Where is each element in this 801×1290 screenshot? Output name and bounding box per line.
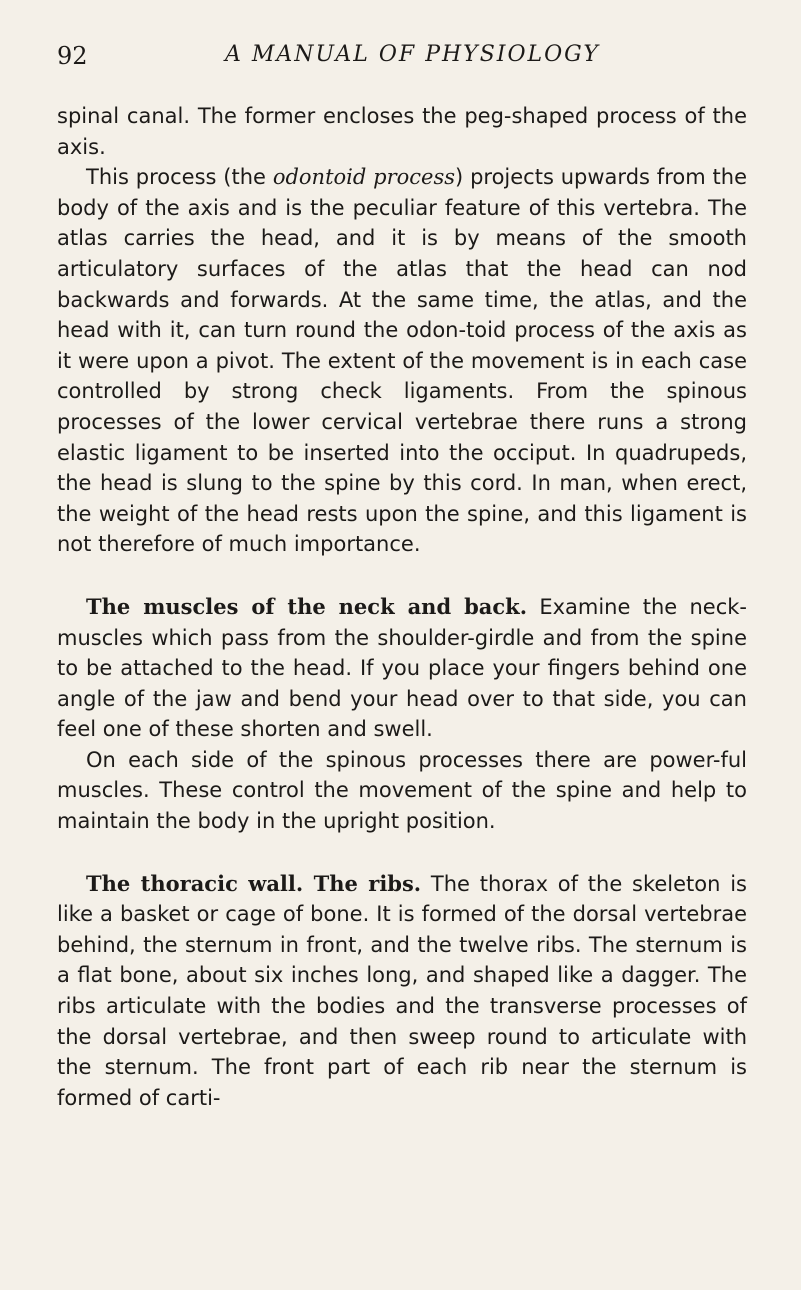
paragraph-text: On each side of the spinous processes there are power-ful muscles. These control the movement of the spine and help to maintain the body in the upright position. [57,747,747,834]
paragraph-thoracic-wall [57,869,747,1114]
paragraph-text: The thorax of the skeleton is like a basket or cage of bone. It is formed of the dorsal vertebrae behind, the sternum in front, and the twelve ribs. The sternum is a flat bone, about six inches long, and shaped like a dagger. The ribs articulate with the bodies and the transverse processes of the dorsal vertebrae, and then sweep round to articulate with the sternum. The front part of each rib near the sternum is formed of carti- [57,871,747,1110]
run-in-heading-muscles: The muscles of the neck and back. [86,593,528,619]
page-number: 92 [57,42,88,70]
paragraph-text: spinal canal. The former encloses the peg-shaped process of the axis. [57,104,747,159]
running-head: A MANUAL OF PHYSIOLOGY [225,42,600,67]
page-header [57,42,747,82]
run-in-heading-thoracic-wall: The thoracic wall. The ribs. [86,870,422,896]
paragraph-text: Examine the neck-muscles which pass from the shoulder-girdle and from the spine to be attached to the head. If you place your fingers behind one angle of the jaw and bend your head over to that side, you can feel one of these shorten and swell. [57,594,748,742]
paragraph-text: This process (the [86,165,273,190]
paragraph-muscles-neck-back [57,592,747,745]
body-text [57,101,747,1113]
italic-term-odontoid-process: odontoid process [272,165,456,190]
paragraph-continuation [57,101,747,162]
paragraph-odontoid-process [57,162,747,560]
paragraph-spinous-muscles [57,745,747,837]
paragraph-text: ) projects upwards from the body of the axis and is the peculiar feature of this vertebra. The atlas carries the head, and it is by means of the smooth articulatory surfaces of the atlas that the head can nod backwards and forwards. At the same time, the atlas, and the head with it, can turn round the odon-toid process of the axis as it were upon a pivot. The extent of the movement is in each case controlled by strong check ligaments. From the spinous processes of the lower cervical vertebrae there runs a strong elastic ligament to be inserted into the occiput. In quadrupeds, the head is slung to the spine by this cord. In man, when erect, the weight of the head rests upon the spine, and this ligament is not therefore of much importance. [57,165,747,557]
